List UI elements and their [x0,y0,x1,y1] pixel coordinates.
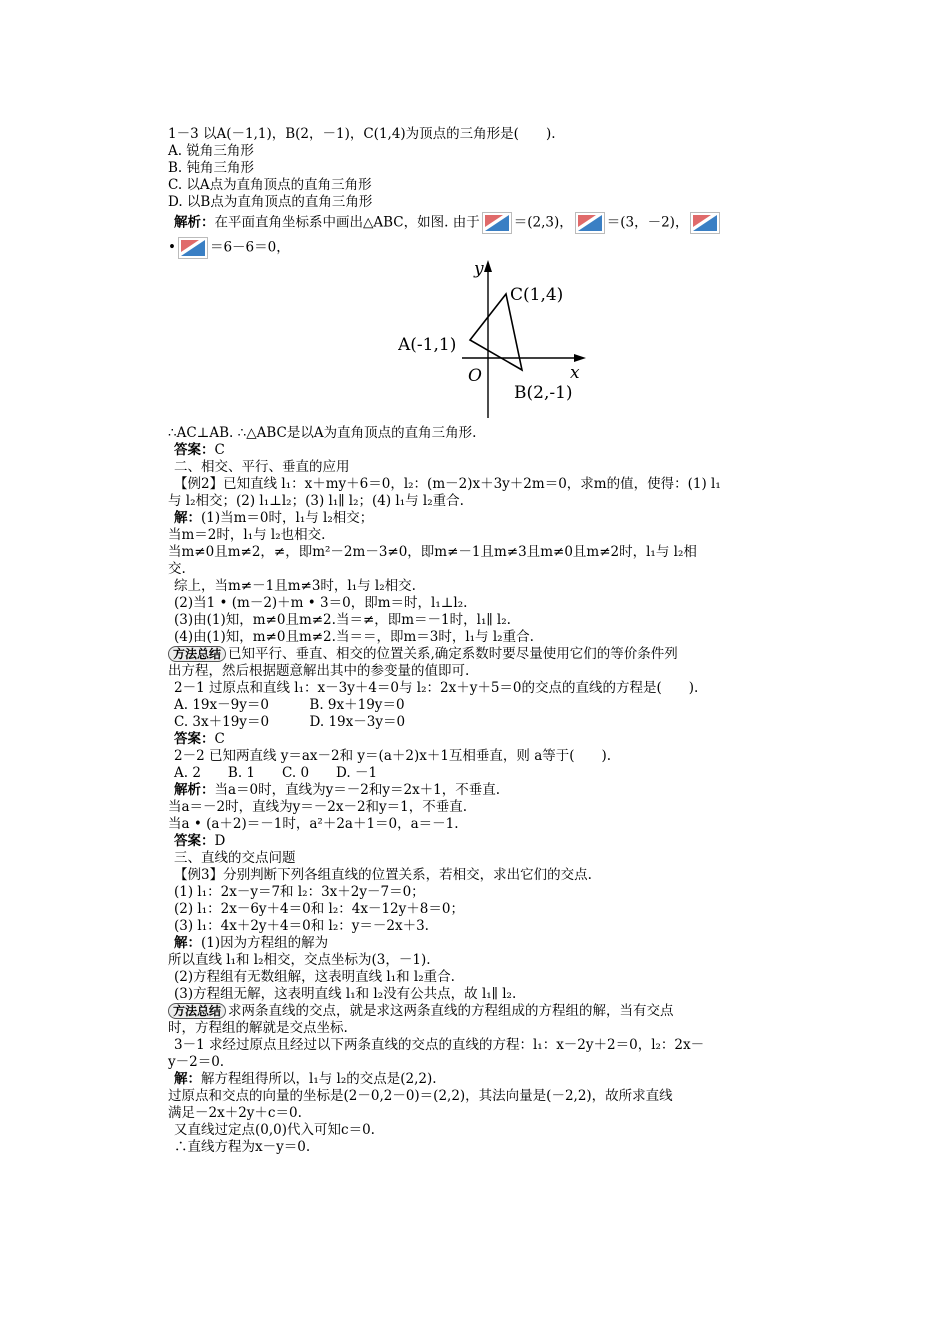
analysis-text-4: ＝6－6＝0， [209,239,290,256]
solution-2-line-5: 综上，当m≠－1且m≠3时，l₁与 l₂相交. [174,578,416,594]
solution-3-line-4: (3)方程组无解，这表明直线 l₁和 l₂没有公共点，故 l₁∥ l₂. [174,986,517,1002]
method-summary-1-line-2: 出方程，然后根据题意解出其中的参变量的值即可. [168,663,470,679]
solution-3-1-line-1 [174,1071,824,1088]
y-axis-arrow-icon [484,260,492,272]
method-summary-2-line-1 [168,1003,818,1020]
analysis-2-2-line-1 [174,782,824,799]
solution-text: (1)当m＝0时，l₁与 l₂相交； [201,510,374,526]
section-3-heading: 三、直线的交点问题 [174,850,296,866]
answer-2-2 [174,833,824,850]
solution-3-1-line-4: 又直线过定点(0,0)代入可知c＝0. [174,1122,375,1138]
question-3-1-line-1: 3－1 求经过原点且经过以下两条直线的交点的直线的方程：l₁：x－2y＋2＝0，l₂：2x－ [174,1037,705,1053]
answer-label: 答案： [174,833,215,849]
question-2-2-options: A. 2 B. 1 C. 0 D. －1 [174,765,378,781]
solution-3-1-line-5: ∴直线方程为x－y＝0. [174,1139,311,1155]
x-axis-label: x [570,363,580,383]
answer-value: D [214,833,226,849]
solution-3-line-3: (2)方程组有无数组解，这表明直线 l₁和 l₂重合. [174,969,455,985]
solution-text: 解方程组得所以，l₁与 l₂的交点是(2,2). [201,1071,437,1087]
solution-2-line-6: (2)当1 • (m－2)＋m • 3＝0，即m＝时，l₁⊥l₂. [174,595,468,611]
example-3-item-3: (3) l₁：4x＋2y＋4＝0和 l₂：y＝－2x＋3. [174,918,429,934]
solution-2-line-7: (3)由(1)知，m≠0且m≠2.当＝≠，即m＝－1时，l₁∥ l₂. [174,612,511,628]
analysis-text-1: 在平面直角坐标系中画出△ABC，如图. 由于 [214,214,480,231]
solution-2-line-2: 当m＝2时，l₁与 l₂也相交. [168,527,326,543]
question-2-1-options-cd: C. 3x＋19y＝0 D. 19x－3y＝0 [174,714,406,730]
question-2-2: 2－2 已知两直线 y＝ax－2和 y＝(a＋2)x＋1互相垂直，则 a等于( ). [174,748,612,764]
analysis-1-line-2 [168,237,818,259]
option-a: A. 锐角三角形 [168,143,254,159]
conclusion-1: ∴AC⊥AB. ∴△ABC是以A为直角顶点的直角三角形. [168,425,477,441]
vector-ab-icon [575,212,605,234]
solution-2-line-4: 交. [168,561,186,577]
x-axis-arrow-icon [574,354,586,362]
solution-3-1-line-2: 过原点和交点的向量的坐标是(2－0,2－0)＝(2,2)，其法向量是(－2,2)，故所求直线 [168,1088,673,1104]
method-summary-badge: 方法总结 [168,1003,226,1019]
solution-label: 解： [174,510,201,526]
method-summary-2-line-2: 时，方程组的解就是交点坐标. [168,1020,348,1036]
answer-value: C [214,442,225,458]
example-3-item-1: (1) l₁：2x－y＝7和 l₂：3x＋2y－7＝0； [174,884,425,900]
origin-label: O [468,366,482,386]
method-summary-1-line-1 [168,646,818,663]
analysis-text-3: ＝(3，－2)， [606,214,689,231]
solution-2-line-1 [174,510,824,527]
example-3-line-1: 【例3】分别判断下列各组直线的位置关系，若相交，求出它们的交点. [174,867,592,883]
analysis-label: 解析： [174,214,215,231]
point-a-label: A(-1,1) [398,335,457,355]
solution-3-line-1 [174,935,824,952]
example-3-item-2: (2) l₁：2x－6y＋4＝0和 l₂：4x－12y＋8＝0； [174,901,464,917]
vector-ac-icon [482,212,512,234]
question-2-1: 2－1 过原点和直线 l₁：x－3y＋4＝0与 l₂：2x＋y＋5＝0的交点的直线的方程是( ). [174,680,699,696]
solution-3-1-line-3: 满足－2x＋2y＋c＝0. [168,1105,302,1121]
analysis-1-line-1 [174,212,824,234]
question-2-1-options-ab: A. 19x－9y＝0 B. 9x＋19y＝0 [174,697,405,713]
y-axis-label: y [474,259,484,279]
solution-2-line-3: 当m≠0且m≠2，≠，即m²－2m－3≠0，即m≠－1且m≠3且m≠0且m≠2时，l₁与 l₂相 [168,544,697,560]
solution-2-line-8: (4)由(1)知，m≠0且m≠2.当＝＝，即m＝3时，l₁与 l₂重合. [174,629,534,645]
method-summary-text: 求两条直线的交点，就是求这两条直线的方程组成的方程组的解，当有交点 [228,1003,674,1019]
question-3-1-line-2: y－2＝0. [168,1054,225,1070]
solution-label: 解： [174,935,201,951]
method-summary-badge: 方法总结 [168,646,226,662]
section-2-heading: 二、相交、平行、垂直的应用 [174,459,350,475]
example-2-line-1: 【例2】已知直线 l₁：x＋my＋6＝0，l₂：(m－2)x＋3y＋2m＝0，求m的值，使得：(1) l₁ [174,476,721,492]
vector-ab2-icon [178,237,208,259]
analysis-label: 解析： [174,782,215,798]
option-d: D. 以B点为直角顶点的直角三角形 [168,194,373,210]
answer-value: C [214,731,225,747]
answer-1 [174,442,824,459]
analysis-text-2: ＝(2,3)， [513,214,573,231]
solution-3-line-2: 所以直线 l₁和 l₂相交，交点坐标为(3，－1). [168,952,431,968]
question-1-3: 1－3 以A(－1,1)，B(2，－1)，C(1,4)为顶点的三角形是( ). [168,126,556,142]
vector-ac2-icon [690,212,720,234]
analysis-2-2-line-3: 当a • (a＋2)＝－1时，a²＋2a＋1＝0，a＝－1. [168,816,459,832]
dot-product: • [168,239,176,256]
answer-label: 答案： [174,731,215,747]
example-2-line-2: 与 l₂相交；(2) l₁⊥l₂；(3) l₁∥ l₂；(4) l₁与 l₂重合. [168,493,464,509]
point-c-label: C(1,4) [510,285,564,305]
option-b: B. 钝角三角形 [168,160,255,176]
analysis-text: 当a＝0时，直线为y＝－2和y＝2x＋1，不垂直. [214,782,501,798]
answer-2-1 [174,731,824,748]
point-b-label: B(2,-1) [514,383,573,403]
analysis-2-2-line-2: 当a＝－2时，直线为y＝－2x－2和y＝1，不垂直. [168,799,468,815]
triangle-figure [398,258,588,418]
method-summary-text: 已知平行、垂直、相交的位置关系,确定系数时要尽量使用它们的等价条件列 [228,646,678,662]
option-c: C. 以A点为直角顶点的直角三角形 [168,177,372,193]
solution-label: 解： [174,1071,201,1087]
answer-label: 答案： [174,442,215,458]
solution-text: (1)因为方程组的解为 [201,935,329,951]
